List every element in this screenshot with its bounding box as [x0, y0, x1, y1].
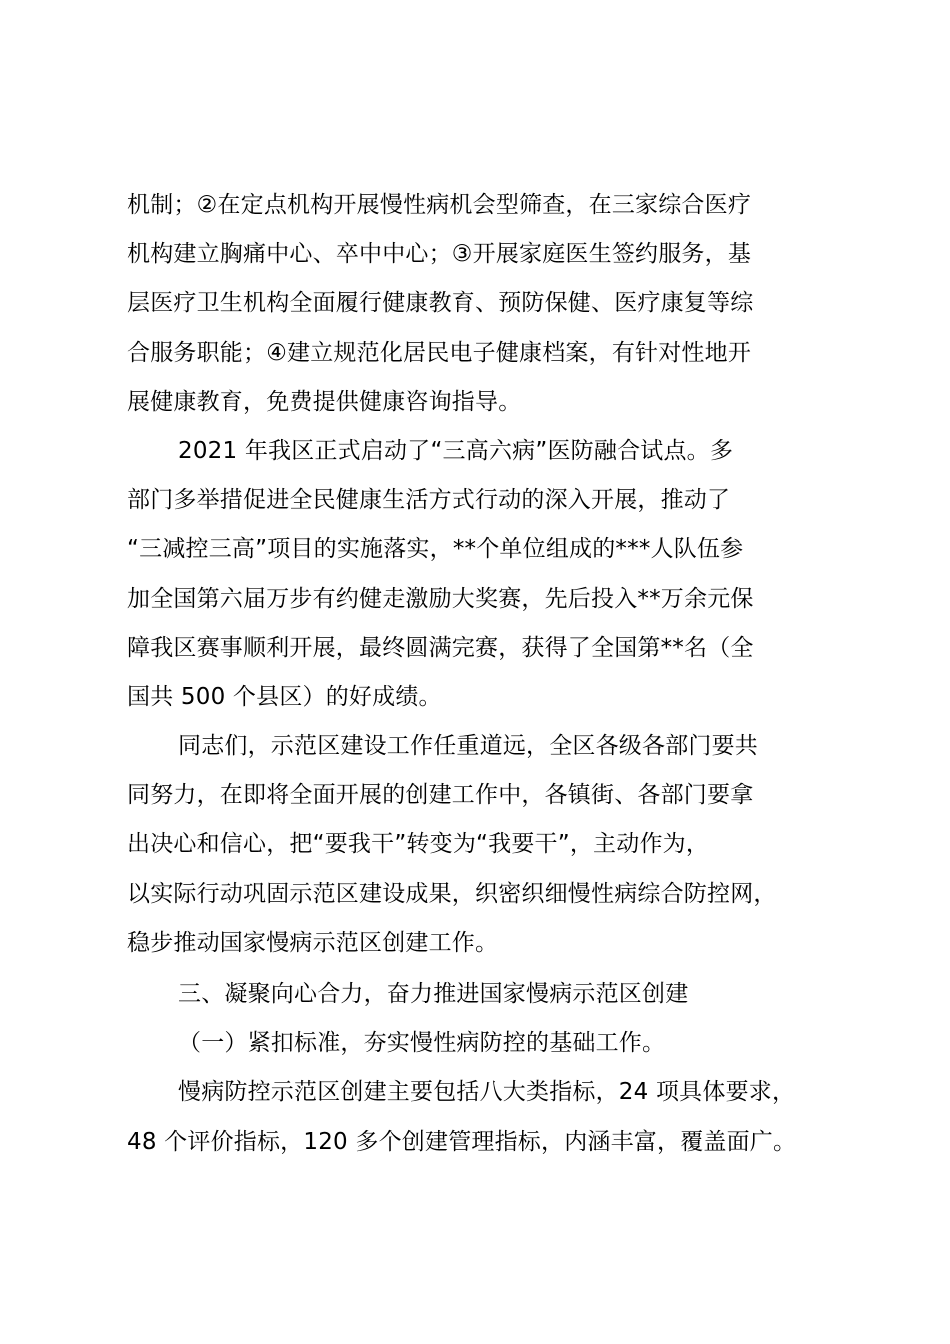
- subsection-heading: （一）紧扣标准，夯实慢性病防控的基础工作。: [178, 1030, 666, 1057]
- text-line: 以实际行动巩固示范区建设成果，织密织细慢性病综合防控网，: [127, 880, 777, 907]
- text-line: 48 个评价指标，120 多个创建管理指标，内涵丰富，覆盖面广。: [127, 1128, 797, 1155]
- text-line: 部门多举措促进全民健康生活方式行动的深入开展，推动了: [127, 487, 731, 514]
- paragraph-start-line: 2021 年我区正式启动了“三高六病”医防融合试点。多: [178, 437, 734, 464]
- body-text: [127, 181, 857, 1167]
- text-line: “三减控三高”项目的实施落实，**个单位组成的***人队伍参: [127, 536, 744, 563]
- text-line: 层医疗卫生机构全面履行健康教育、预防保健、医疗康复等综: [127, 290, 754, 317]
- text-line: 加全国第六届万步有约健走激励大奖赛，先后投入**万余元保: [127, 585, 754, 612]
- text-line: 障我区赛事顺利开展，最终圆满完赛，获得了全国第**名（全: [127, 634, 754, 661]
- text-line: 出决心和信心，把“要我干”转变为“我要干”，主动作为，: [127, 831, 710, 858]
- section-heading: 三、凝聚向心合力，奋力推进国家慢病示范区创建: [178, 981, 689, 1007]
- text-line: 合服务职能；④建立规范化居民电子健康档案，有针对性地开: [127, 339, 752, 366]
- text-line: 展健康教育，免费提供健康咨询指导。: [127, 388, 522, 415]
- paragraph-start-line: 同志们，示范区建设工作任重道远，全区各级各部门要共: [178, 733, 758, 760]
- text-line: 机构建立胸痛中心、卒中中心；③开展家庭医生签约服务，基: [127, 241, 752, 268]
- text-line: 同努力，在即将全面开展的创建工作中，各镇街、各部门要拿: [127, 782, 754, 809]
- text-line: 机制；②在定点机构开展慢性病机会型筛查，在三家综合医疗: [127, 192, 752, 218]
- text-line: 国共 500 个县区）的好成绩。: [127, 683, 442, 710]
- text-line: 稳步推动国家慢病示范区创建工作。: [127, 929, 499, 956]
- paragraph-start-line: 慢病防控示范区创建主要包括八大类指标，24 项具体要求，: [178, 1079, 796, 1106]
